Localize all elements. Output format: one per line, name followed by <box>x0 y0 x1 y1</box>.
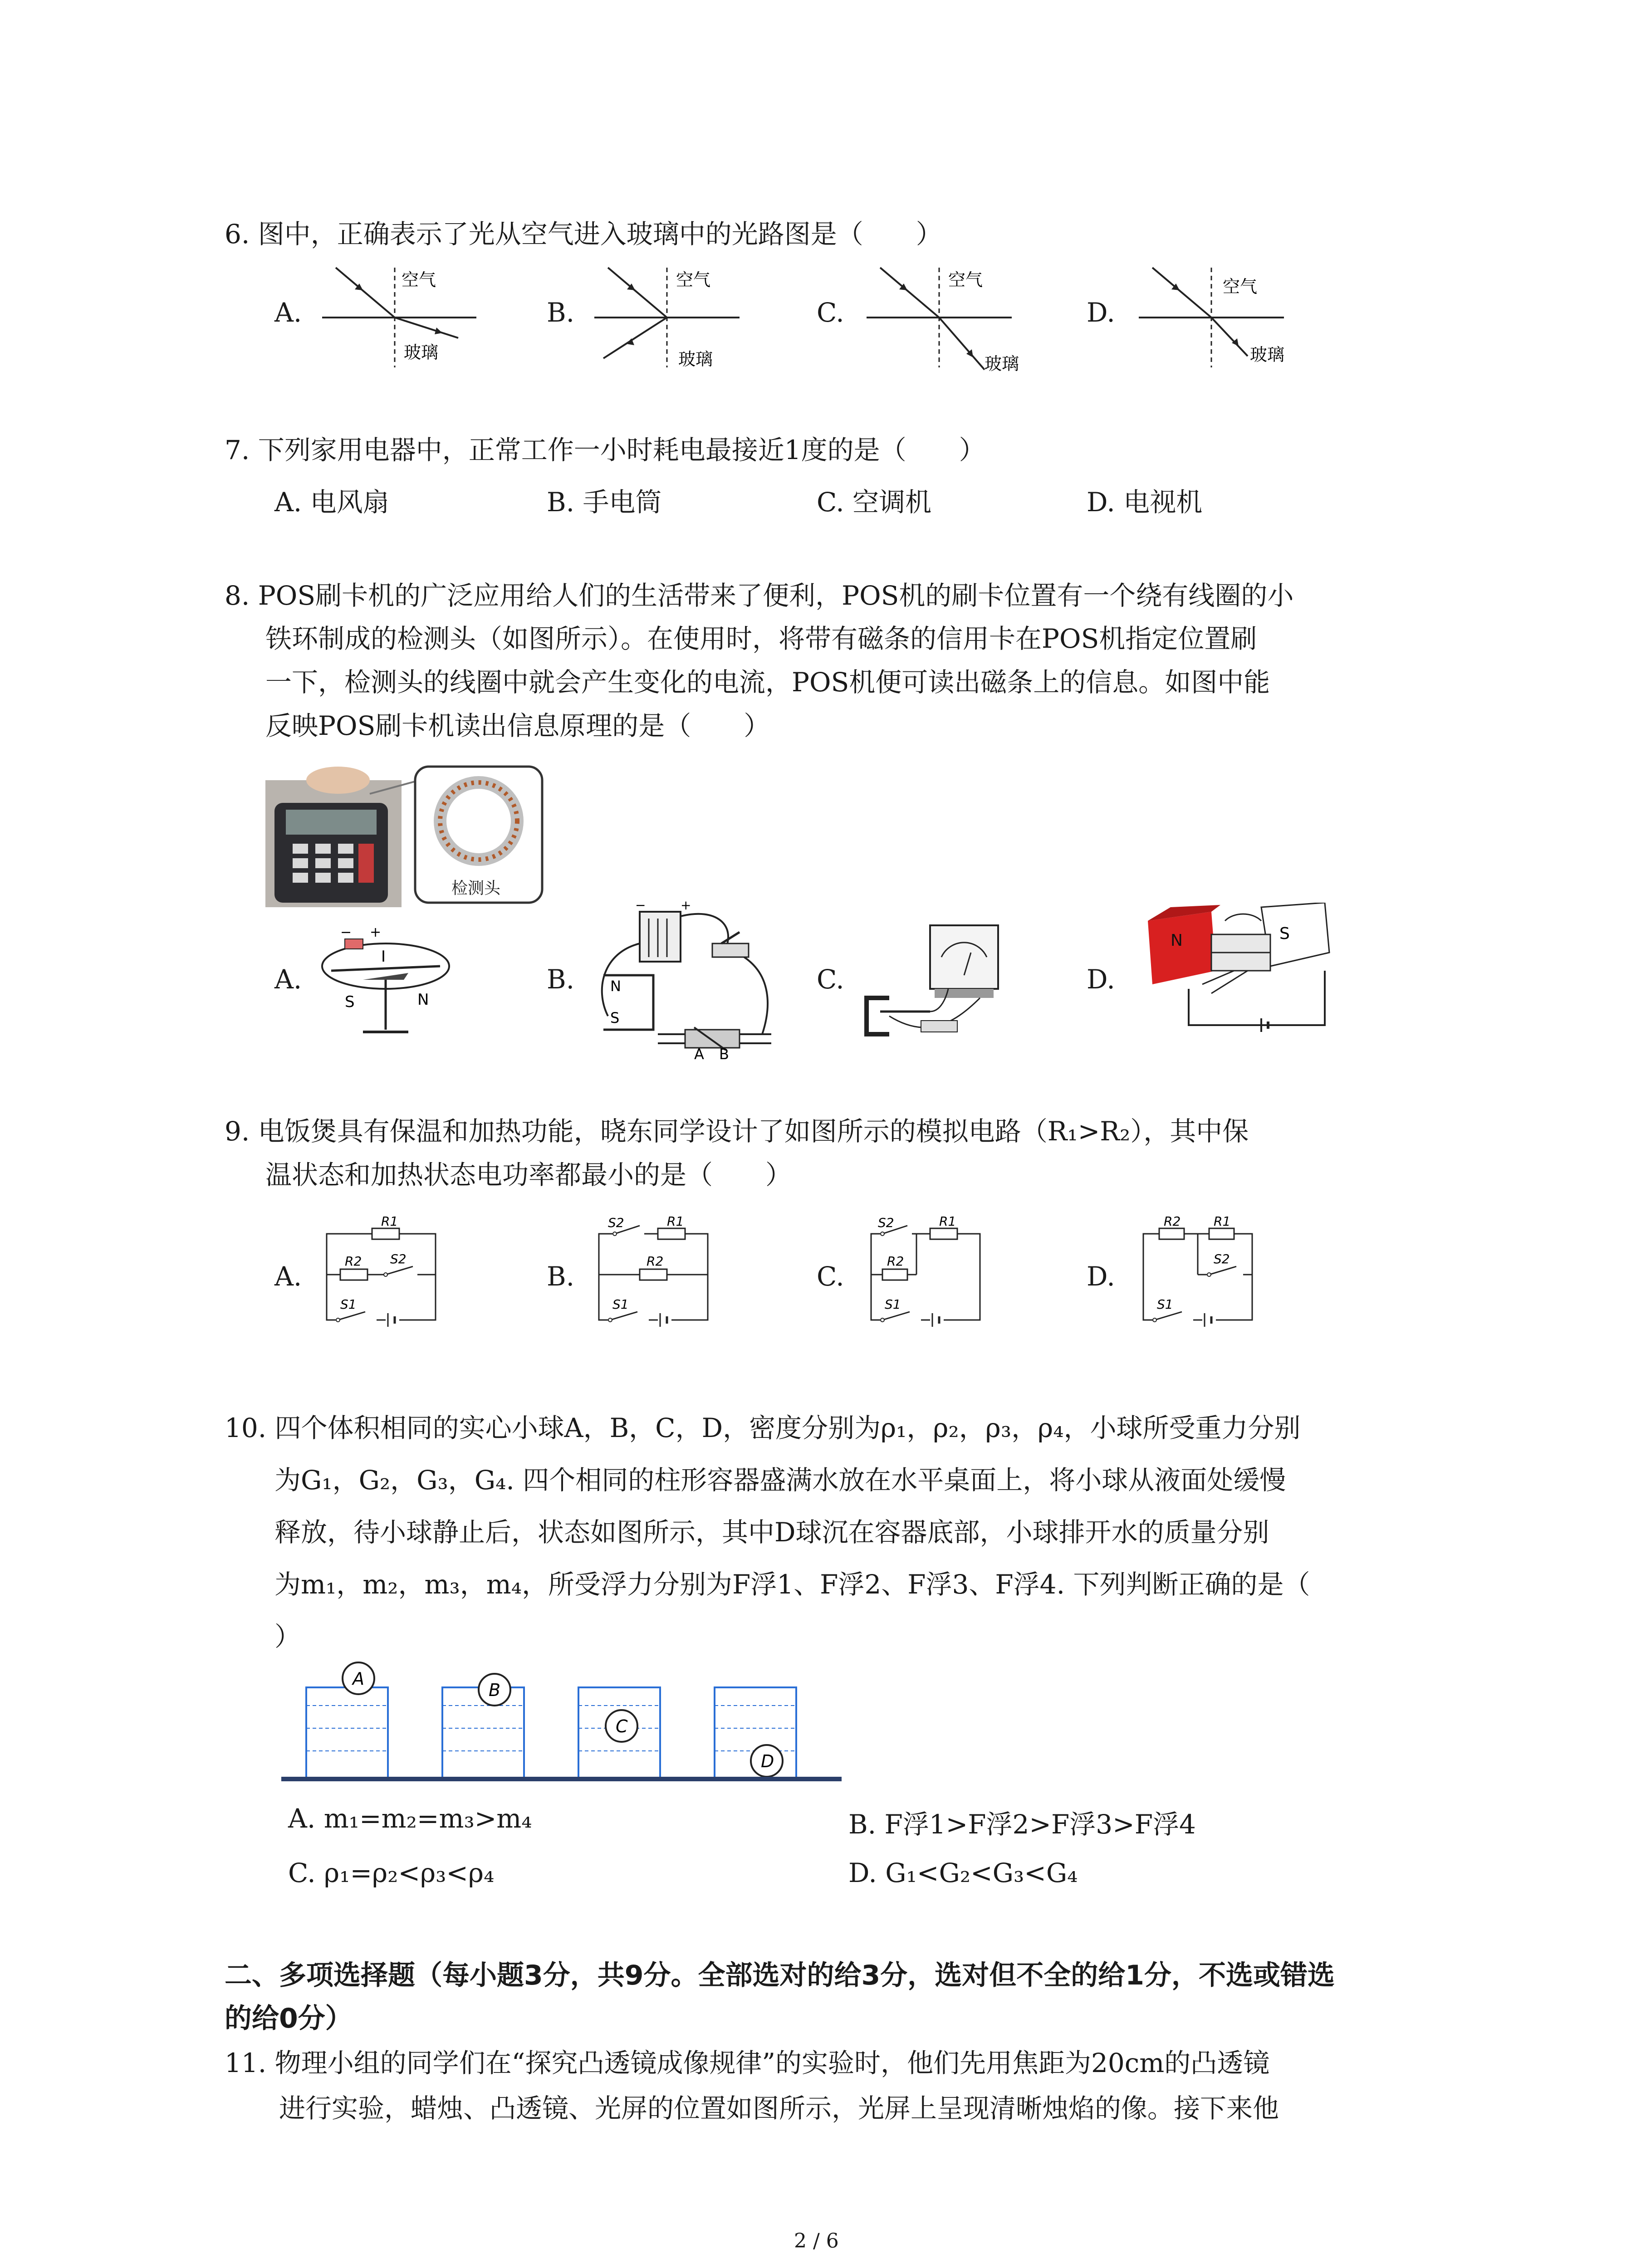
q7-option-d[interactable]: D. 电视机 <box>1087 487 1203 518</box>
q6-figure-c <box>862 259 1025 376</box>
q8-stem-line-2: 铁环制成的检测头（如图所示）。在使用时，将带有磁条的信用卡在POS机指定位置刷 <box>265 623 1257 654</box>
q8-stem-line-1: 8. POS刷卡机的广泛应用给人们的生活带来了便利，POS机的刷卡位置有一个绕有线圈的小 <box>225 580 1294 611</box>
q8-option-c[interactable]: C. <box>817 964 844 995</box>
q10-stem-line-5: ） <box>274 1621 301 1652</box>
q6-d-air-label: 空气 <box>1223 277 1258 297</box>
q8-figure-a <box>313 916 463 1043</box>
q10-stem-line-3: 释放，待小球静止后，状态如图所示，其中D球沉在容器底部，小球排开水的质量分别 <box>274 1517 1269 1548</box>
ball-c-label: C <box>616 1716 628 1736</box>
q9-d-s2: S2 <box>1214 1251 1230 1266</box>
q9-option-c[interactable]: C. <box>817 1261 844 1292</box>
q10-stem-line-4: 为m₁，m₂，m₃，m₄，所受浮力分别为F浮1、F浮2、F浮3、F浮4. 下列判断正确的是（ <box>274 1569 1310 1600</box>
section-2-heading-line-2: 的给0分） <box>225 2003 353 2034</box>
q9-a-r1: R1 <box>381 1216 398 1229</box>
svg-text:−: − <box>635 898 646 913</box>
ball-d-label: D <box>761 1751 774 1771</box>
q8-b-s-label: S <box>610 1009 620 1026</box>
svg-text:−: − <box>340 924 352 940</box>
q10-option-b[interactable]: B. F浮1>F浮2>F浮3>F浮4 <box>848 1809 1196 1840</box>
q8-figure-d <box>1143 903 1338 1052</box>
q6-b-air-label: 空气 <box>676 270 711 290</box>
q8-d-s-label: S <box>1279 924 1290 943</box>
q9-option-b[interactable]: B. <box>547 1261 575 1292</box>
q9-c-s1: S1 <box>885 1297 901 1312</box>
q6-d-glass-label: 玻璃 <box>1250 345 1285 365</box>
q6-option-c[interactable]: C. <box>817 297 844 328</box>
q8-stem-line-3: 一下，检测头的线圈中就会产生变化的电流，POS机便可读出磁条上的信息。如图中能 <box>265 667 1270 698</box>
q9-stem-line-2: 温状态和加热状态电功率都最小的是（ ） <box>265 1159 792 1190</box>
q10-option-a[interactable]: A. m₁=m₂=m₃>m₄ <box>288 1803 532 1834</box>
q10-stem-line-1: 10. 四个体积相同的实心小球A，B，C，D，密度分别为ρ₁，ρ₂，ρ₃，ρ₄，小球所受重力分别 <box>225 1413 1301 1443</box>
q9-b-r2: R2 <box>647 1254 664 1269</box>
q9-a-r2: R2 <box>345 1254 362 1269</box>
page-number: 2 / 6 <box>794 2229 839 2253</box>
q10-stem-line-2: 为G₁，G₂，G₃，G₄. 四个相同的柱形容器盛满水放在水平桌面上，将小球从液面处缓慢 <box>274 1465 1286 1496</box>
q9-option-d[interactable]: D. <box>1087 1261 1115 1292</box>
q9-circuit-c <box>862 1216 994 1334</box>
q9-a-s1: S1 <box>340 1297 357 1312</box>
q8-a-current-label: I <box>381 948 386 966</box>
q7-stem: 7. 下列家用电器中，正常工作一小时耗电最接近1度的是（ ） <box>225 435 985 465</box>
q8-option-b[interactable]: B. <box>547 964 575 995</box>
svg-text:+: + <box>370 924 382 940</box>
q8-b-n-label: N <box>610 978 621 995</box>
ball-a-label: A <box>353 1669 364 1689</box>
q9-b-s1: S1 <box>612 1297 629 1312</box>
q7-option-c[interactable]: C. 空调机 <box>817 487 932 518</box>
q6-figure-a <box>318 259 481 376</box>
q8-stem-line-4: 反映POS刷卡机读出信息原理的是（ ） <box>265 710 770 741</box>
container-d <box>715 1687 796 1778</box>
q6-figure-b <box>590 259 753 376</box>
q8-a-n-label: N <box>417 991 429 1009</box>
pos-detector-label: 检测头 <box>451 879 501 898</box>
q9-c-r2: R2 <box>887 1254 904 1269</box>
q9-c-r1: R1 <box>939 1216 956 1229</box>
q6-option-b[interactable]: B. <box>547 297 575 328</box>
q6-c-glass-label: 玻璃 <box>985 354 1019 374</box>
pos-machine-photo <box>265 762 547 907</box>
q6-a-air-label: 空气 <box>402 270 436 290</box>
q6-option-a[interactable]: A. <box>274 297 302 328</box>
q6-option-d[interactable]: D. <box>1087 297 1115 328</box>
q8-option-a[interactable]: A. <box>274 964 302 995</box>
q9-d-s1: S1 <box>1157 1297 1173 1312</box>
q9-b-r1: R1 <box>667 1216 684 1229</box>
q11-stem-line-1: 11. 物理小组的同学们在“探究凸透镜成像规律”的实验时，他们先用焦距为20cm的凸透镜 <box>225 2048 1270 2078</box>
section-2-heading-line-1: 二、多项选择题（每小题3分，共9分。全部选对的给3分，选对但不全的给1分，不选或错选 <box>225 1960 1335 1991</box>
q9-circuit-b <box>590 1216 721 1334</box>
q9-b-s2: S2 <box>608 1216 624 1230</box>
q8-d-n-label: N <box>1171 931 1183 950</box>
q6-a-glass-label: 玻璃 <box>404 342 439 362</box>
q6-c-air-label: 空气 <box>948 270 983 290</box>
container-c <box>578 1687 660 1778</box>
svg-text:+: + <box>681 898 691 913</box>
q9-option-a[interactable]: A. <box>274 1261 302 1292</box>
q8-option-d[interactable]: D. <box>1087 964 1115 995</box>
q9-d-r1: R1 <box>1214 1216 1231 1229</box>
q7-option-b[interactable]: B. 手电筒 <box>547 487 662 518</box>
q6-stem: 6. 图中，正确表示了光从空气进入玻璃中的光路图是（ ） <box>225 219 942 249</box>
q9-c-s2: S2 <box>878 1216 894 1230</box>
q7-option-a[interactable]: A. 电风扇 <box>274 487 389 518</box>
q6-figure-d <box>1134 259 1307 376</box>
q8-b-a-label: A <box>694 1046 704 1061</box>
q11-stem-line-2: 进行实验，蜡烛、凸透镜、光屏的位置如图所示，光屏上呈现清晰烛焰的像。接下来他 <box>279 2093 1279 2124</box>
q10-option-c[interactable]: C. ρ₁=ρ₂<ρ₃<ρ₄ <box>288 1857 495 1888</box>
q8-a-s-label: S <box>345 993 355 1011</box>
ball-b-label: B <box>489 1680 501 1700</box>
q10-option-d[interactable]: D. G₁<G₂<G₃<G₄ <box>848 1857 1078 1888</box>
container-a <box>306 1662 388 1778</box>
q9-stem-line-1: 9. 电饭煲具有保温和加热功能，晓东同学设计了如图所示的模拟电路（R₁>R₂），其中保 <box>225 1116 1249 1147</box>
q9-circuit-d <box>1134 1216 1266 1334</box>
q8-b-b-label: B <box>719 1046 729 1061</box>
q8-figure-b <box>590 898 780 1061</box>
container-b <box>442 1674 524 1778</box>
q6-b-glass-label: 玻璃 <box>678 349 713 369</box>
q9-d-r2: R2 <box>1164 1216 1181 1229</box>
q8-figure-c <box>862 921 1016 1043</box>
q9-a-s2: S2 <box>390 1251 407 1266</box>
q9-circuit-a <box>318 1216 449 1334</box>
q10-containers-figure <box>279 1647 846 1796</box>
